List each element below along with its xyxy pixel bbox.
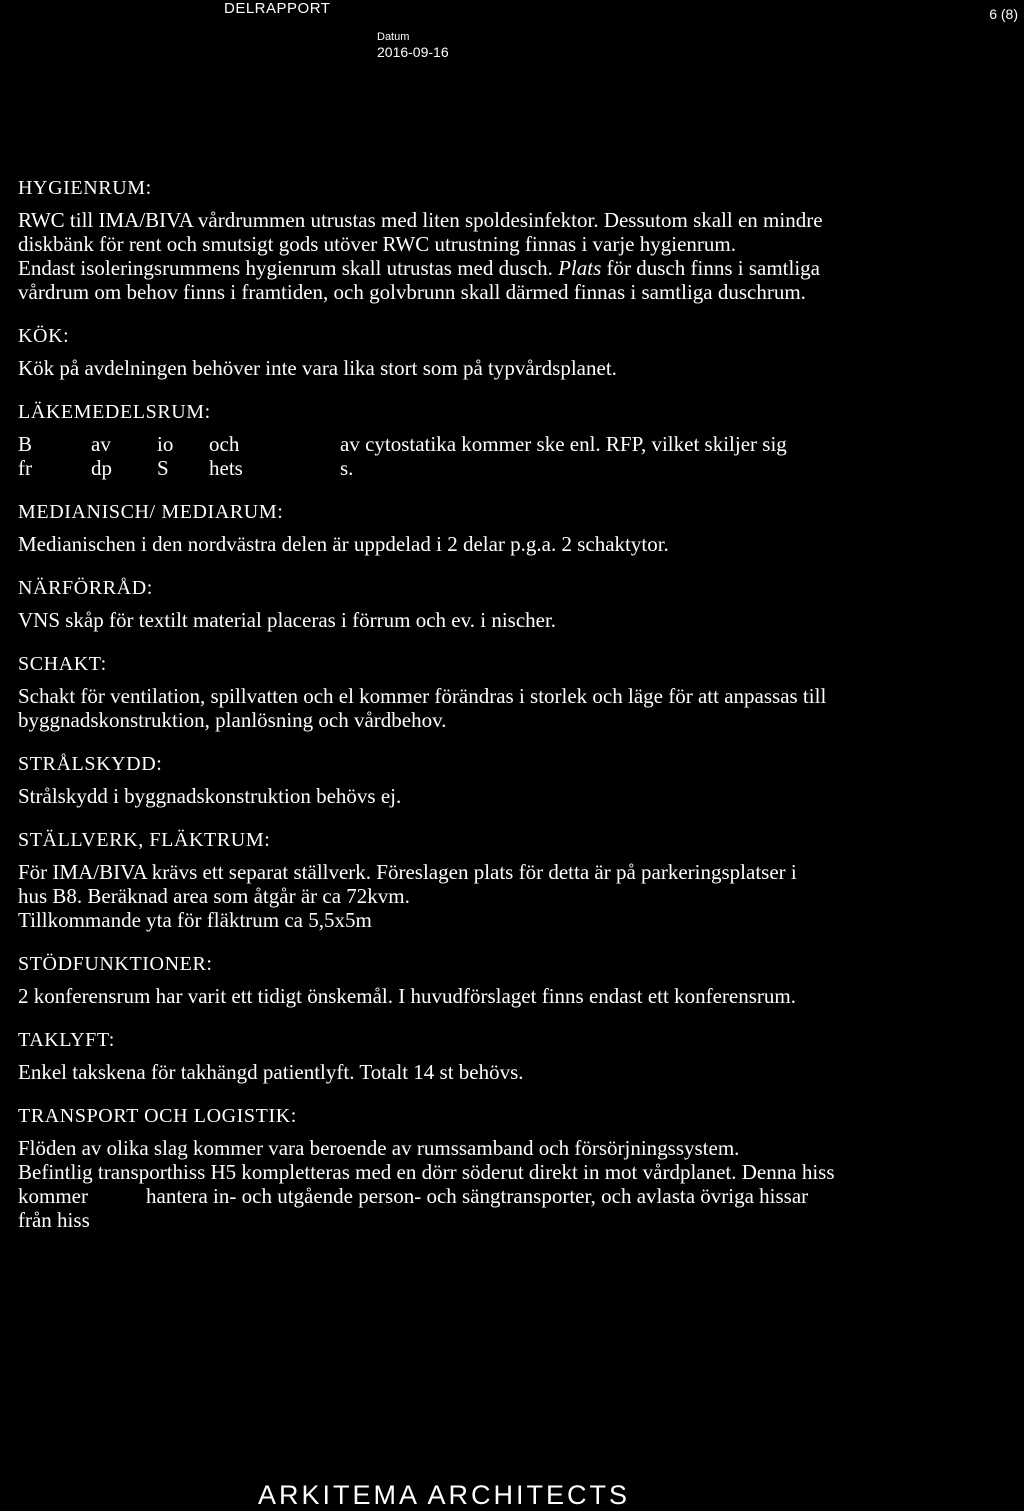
text-line: Medianischen i den nordvästra delen är uppdelad i 2 delar p.g.a. 2 schaktytor.: [18, 532, 669, 556]
section-schakt: [18, 652, 948, 732]
section-narforrad: [18, 576, 948, 632]
section-taklyft: [18, 1028, 948, 1084]
document-type: DELRAPPORT: [224, 0, 331, 17]
section-transport: [18, 1104, 948, 1232]
text-fragment: och: [209, 432, 240, 456]
section-kok: [18, 324, 948, 380]
section-stallverk: [18, 828, 948, 932]
text-line: Flöden av olika slag kommer vara beroende av rumssamband och försörjningssystem.: [18, 1136, 740, 1160]
section-heading: TRANSPORT OCH LOGISTIK:: [18, 1105, 297, 1127]
report-body: [18, 176, 948, 1252]
section-medianisch: [18, 500, 948, 556]
section-stralskydd: [18, 752, 948, 808]
section-lakemedelsrum: [18, 400, 948, 480]
section-stodfunktioner: [18, 952, 948, 1008]
text-line: Kök på avdelningen behöver inte vara lika stort som på typvårdsplanet.: [18, 356, 617, 380]
section-heading: HYGIENRUM:: [18, 177, 152, 199]
text-line: hus B8. Beräknad area som åtgår är ca 72kvm.: [18, 884, 410, 908]
section-heading: MEDIANISCH/ MEDIARUM:: [18, 501, 284, 523]
text-fragment: hets: [209, 456, 243, 480]
text-fragment: av: [91, 432, 111, 456]
section-heading: LÄKEMEDELSRUM:: [18, 401, 211, 423]
fragmented-line: [18, 456, 948, 480]
text-fragment: io: [157, 432, 174, 456]
text-line: Befintlig transporthiss H5 kompletteras med en dörr söderut direkt in mot vårdplanet. Denna hiss: [18, 1160, 835, 1184]
text-line: Schakt för ventilation, spillvatten och el kommer förändras i storlek och läge för att anpassas till: [18, 684, 827, 708]
text-fragment: s.: [340, 456, 354, 480]
text-line: RWC till IMA/BIVA vårdrummen utrustas med liten spoldesinfektor. Dessutom skall en mindre: [18, 208, 823, 232]
section-heading: SCHAKT:: [18, 653, 107, 675]
text-line: För IMA/BIVA krävs ett separat ställverk. Föreslagen plats för detta är på parkeringsplatser i: [18, 860, 797, 884]
text-line: Enkel takskena för takhängd patientlyft. Totalt 14 st behövs.: [18, 1060, 524, 1084]
text-line: [18, 256, 948, 280]
text-fragment: B: [18, 432, 33, 456]
section-heading: KÖK:: [18, 325, 70, 347]
brand-footer: ARKITEMA ARCHITECTS: [258, 1480, 631, 1510]
text-line: VNS skåp för textilt material placeras i förrum och ev. i nischer.: [18, 608, 557, 632]
text-line: Tillkommande yta för fläktrum ca 5,5x5m: [18, 908, 372, 932]
text-line: byggnadskonstruktion, planlösning och vårdbehov.: [18, 708, 447, 732]
section-heading: NÄRFÖRRÅD:: [18, 577, 153, 599]
section-heading: STRÅLSKYDD:: [18, 753, 163, 775]
text-line: vårdrum om behov finns i framtiden, och golvbrunn skall därmed finnas i samtliga duschrum.: [18, 280, 806, 304]
section-heading: STÖDFUNKTIONER:: [18, 953, 213, 975]
text-run: Endast isoleringsrummens hygienrum skall utrustas med dusch.: [18, 256, 553, 280]
emphasis-text: Plats: [558, 256, 602, 280]
text-fragment: dp: [91, 456, 112, 480]
text-fragment: fr: [18, 456, 32, 480]
text-run: för dusch finns i samtliga: [606, 256, 820, 280]
fragmented-line: [18, 432, 948, 456]
text-fragment: S: [157, 456, 169, 480]
text-line: från hiss: [18, 1208, 90, 1232]
text-line: [18, 1184, 948, 1208]
date-value: 2016-09-16: [377, 44, 449, 60]
text-run: hantera in- och utgående person- och sängtransporter, och avlasta övriga hissar: [146, 1184, 809, 1208]
text-line: diskbänk för rent och smutsigt gods utöver RWC utrustning finnas i varje hygienrum.: [18, 232, 736, 256]
section-hygienrum: [18, 176, 948, 304]
page-number: 6 (8): [989, 6, 1018, 22]
text-run: kommer: [18, 1184, 88, 1208]
text-line: 2 konferensrum har varit ett tidigt önskemål. I huvudförslaget finns endast ett konferensrum.: [18, 984, 796, 1008]
section-heading: TAKLYFT:: [18, 1029, 115, 1051]
section-heading: STÄLLVERK, FLÄKTRUM:: [18, 829, 271, 851]
text-fragment: av cytostatika kommer ske enl. RFP, vilket skiljer sig: [340, 432, 787, 456]
text-line: Strålskydd i byggnadskonstruktion behövs ej.: [18, 784, 402, 808]
date-label: Datum: [377, 31, 410, 43]
